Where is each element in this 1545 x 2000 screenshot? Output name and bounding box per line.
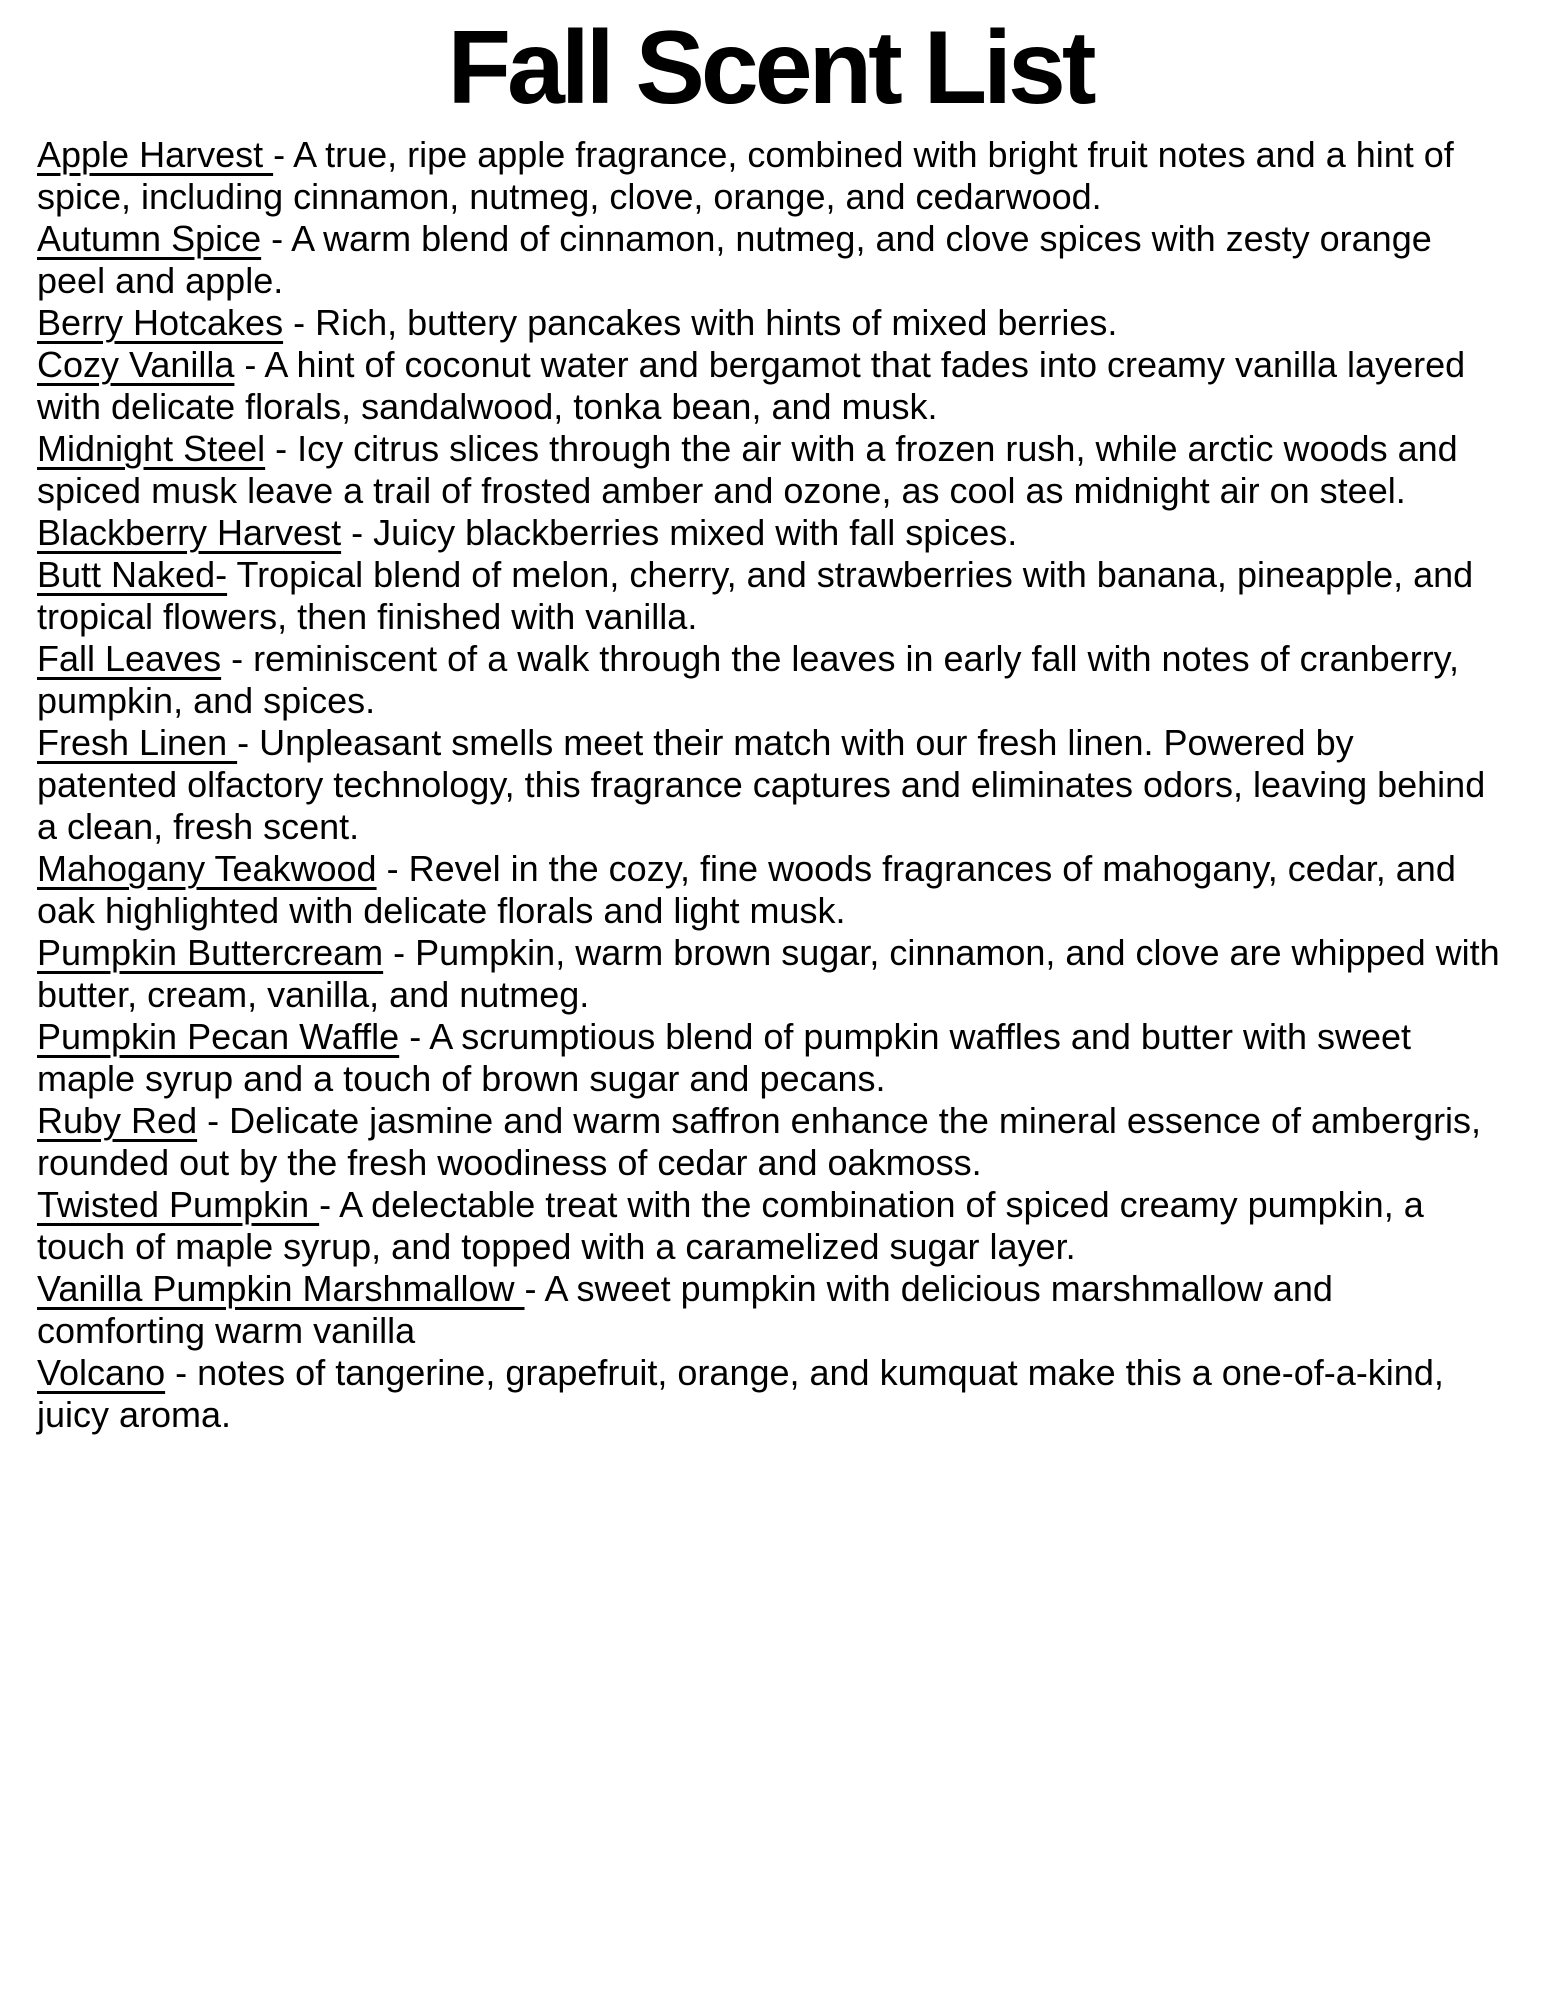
scent-description: - Rich, buttery pancakes with hints of mixed berries. (283, 302, 1118, 343)
scent-description: - Pumpkin, warm brown sugar, cinnamon, and clove are whipped with butter, cream, vanilla, and nutmeg. (37, 932, 1510, 1015)
scent-name: Twisted Pumpkin (37, 1184, 320, 1225)
scent-description: - Icy citrus slices through the air with a frozen rush, while arctic woods and spiced musk leave a trail of frosted amber and ozone, as cool as midnight air on steel. (37, 428, 1468, 511)
scent-name: Volcano (37, 1352, 166, 1393)
page-title: Fall Scent List (447, 10, 1093, 126)
scent-entry (37, 932, 1510, 1016)
scent-name: Berry Hotcakes (37, 302, 284, 343)
scent-entry (37, 512, 1503, 554)
scent-entry (37, 344, 1503, 428)
scent-description: - A hint of coconut water and bergamot that fades into creamy vanilla layered with delicate florals, sandalwood, tonka bean, and musk. (37, 344, 1476, 427)
scent-entry (37, 1184, 1503, 1268)
scent-name: Pumpkin Pecan Waffle (37, 1016, 400, 1057)
scent-entry (37, 722, 1503, 848)
scent-description: - Revel in the cozy, fine woods fragrances of mahogany, cedar, and oak highlighted with delicate florals and light musk. (37, 848, 1466, 931)
scent-name: Apple Harvest (37, 134, 274, 175)
scent-description: - A sweet pumpkin with delicious marshmallow and comforting warm vanilla (37, 1268, 1343, 1351)
scent-description: - A scrumptious blend of pumpkin waffles and butter with sweet maple syrup and a touch of brown sugar and pecans. (37, 1016, 1422, 1099)
scent-entry (37, 428, 1503, 512)
scent-entry (37, 1100, 1503, 1184)
scent-entry (37, 638, 1503, 722)
scent-entry (37, 134, 1503, 218)
scent-list (37, 134, 1510, 1436)
scent-description: - reminiscent of a walk through the leaves in early fall with notes of cranberry, pumpkin, and spices. (37, 638, 1470, 721)
scent-entry (37, 848, 1503, 932)
scent-name: Midnight Steel (37, 428, 266, 469)
scent-description: - A warm blend of cinnamon, nutmeg, and clove spices with zesty orange peel and apple. (37, 218, 1442, 301)
scent-name: Cozy Vanilla (37, 344, 235, 385)
scent-name: Fresh Linen (37, 722, 238, 763)
scent-name: Autumn Spice (37, 218, 262, 259)
scent-description: - notes of tangerine, grapefruit, orange, and kumquat make this a one-of-a-kind, juicy aroma. (37, 1352, 1454, 1435)
scent-entry (37, 1352, 1503, 1436)
scent-description: - A true, ripe apple fragrance, combined with bright fruit notes and a hint of spice, including cinnamon, nutmeg, clove, orange, and cedarwood. (37, 134, 1464, 217)
scent-entry (37, 1016, 1503, 1100)
scent-description: Tropical blend of melon, cherry, and strawberries with banana, pineapple, and tropical flowers, then finished with vanilla. (37, 554, 1484, 637)
scent-entry (37, 302, 1503, 344)
scent-description: - A delectable treat with the combination of spiced creamy pumpkin, a touch of maple syrup, and topped with a caramelized sugar layer. (37, 1184, 1434, 1267)
scent-name: Mahogany Teakwood (37, 848, 377, 889)
scent-entry (37, 218, 1503, 302)
scent-entry (37, 1268, 1503, 1352)
scent-description: - Delicate jasmine and warm saffron enhance the mineral essence of ambergris, rounded out by the fresh woodiness of cedar and oakmoss. (37, 1100, 1492, 1183)
scent-name: Ruby Red (37, 1100, 198, 1141)
scent-name: Blackberry Harvest (37, 512, 342, 553)
scent-name: Butt Naked- (37, 554, 228, 595)
scent-description: - Juicy blackberries mixed with fall spices. (341, 512, 1018, 553)
scent-entry (37, 554, 1503, 638)
scent-name: Vanilla Pumpkin Marshmallow (37, 1268, 525, 1309)
scent-description: - Unpleasant smells meet their match with our fresh linen. Powered by patented olfactory technology, this fragrance captures and eliminates odors, leaving behind a clean, fresh scent. (37, 722, 1496, 847)
scent-name: Pumpkin Buttercream (37, 932, 384, 973)
scent-name: Fall Leaves (37, 638, 222, 679)
